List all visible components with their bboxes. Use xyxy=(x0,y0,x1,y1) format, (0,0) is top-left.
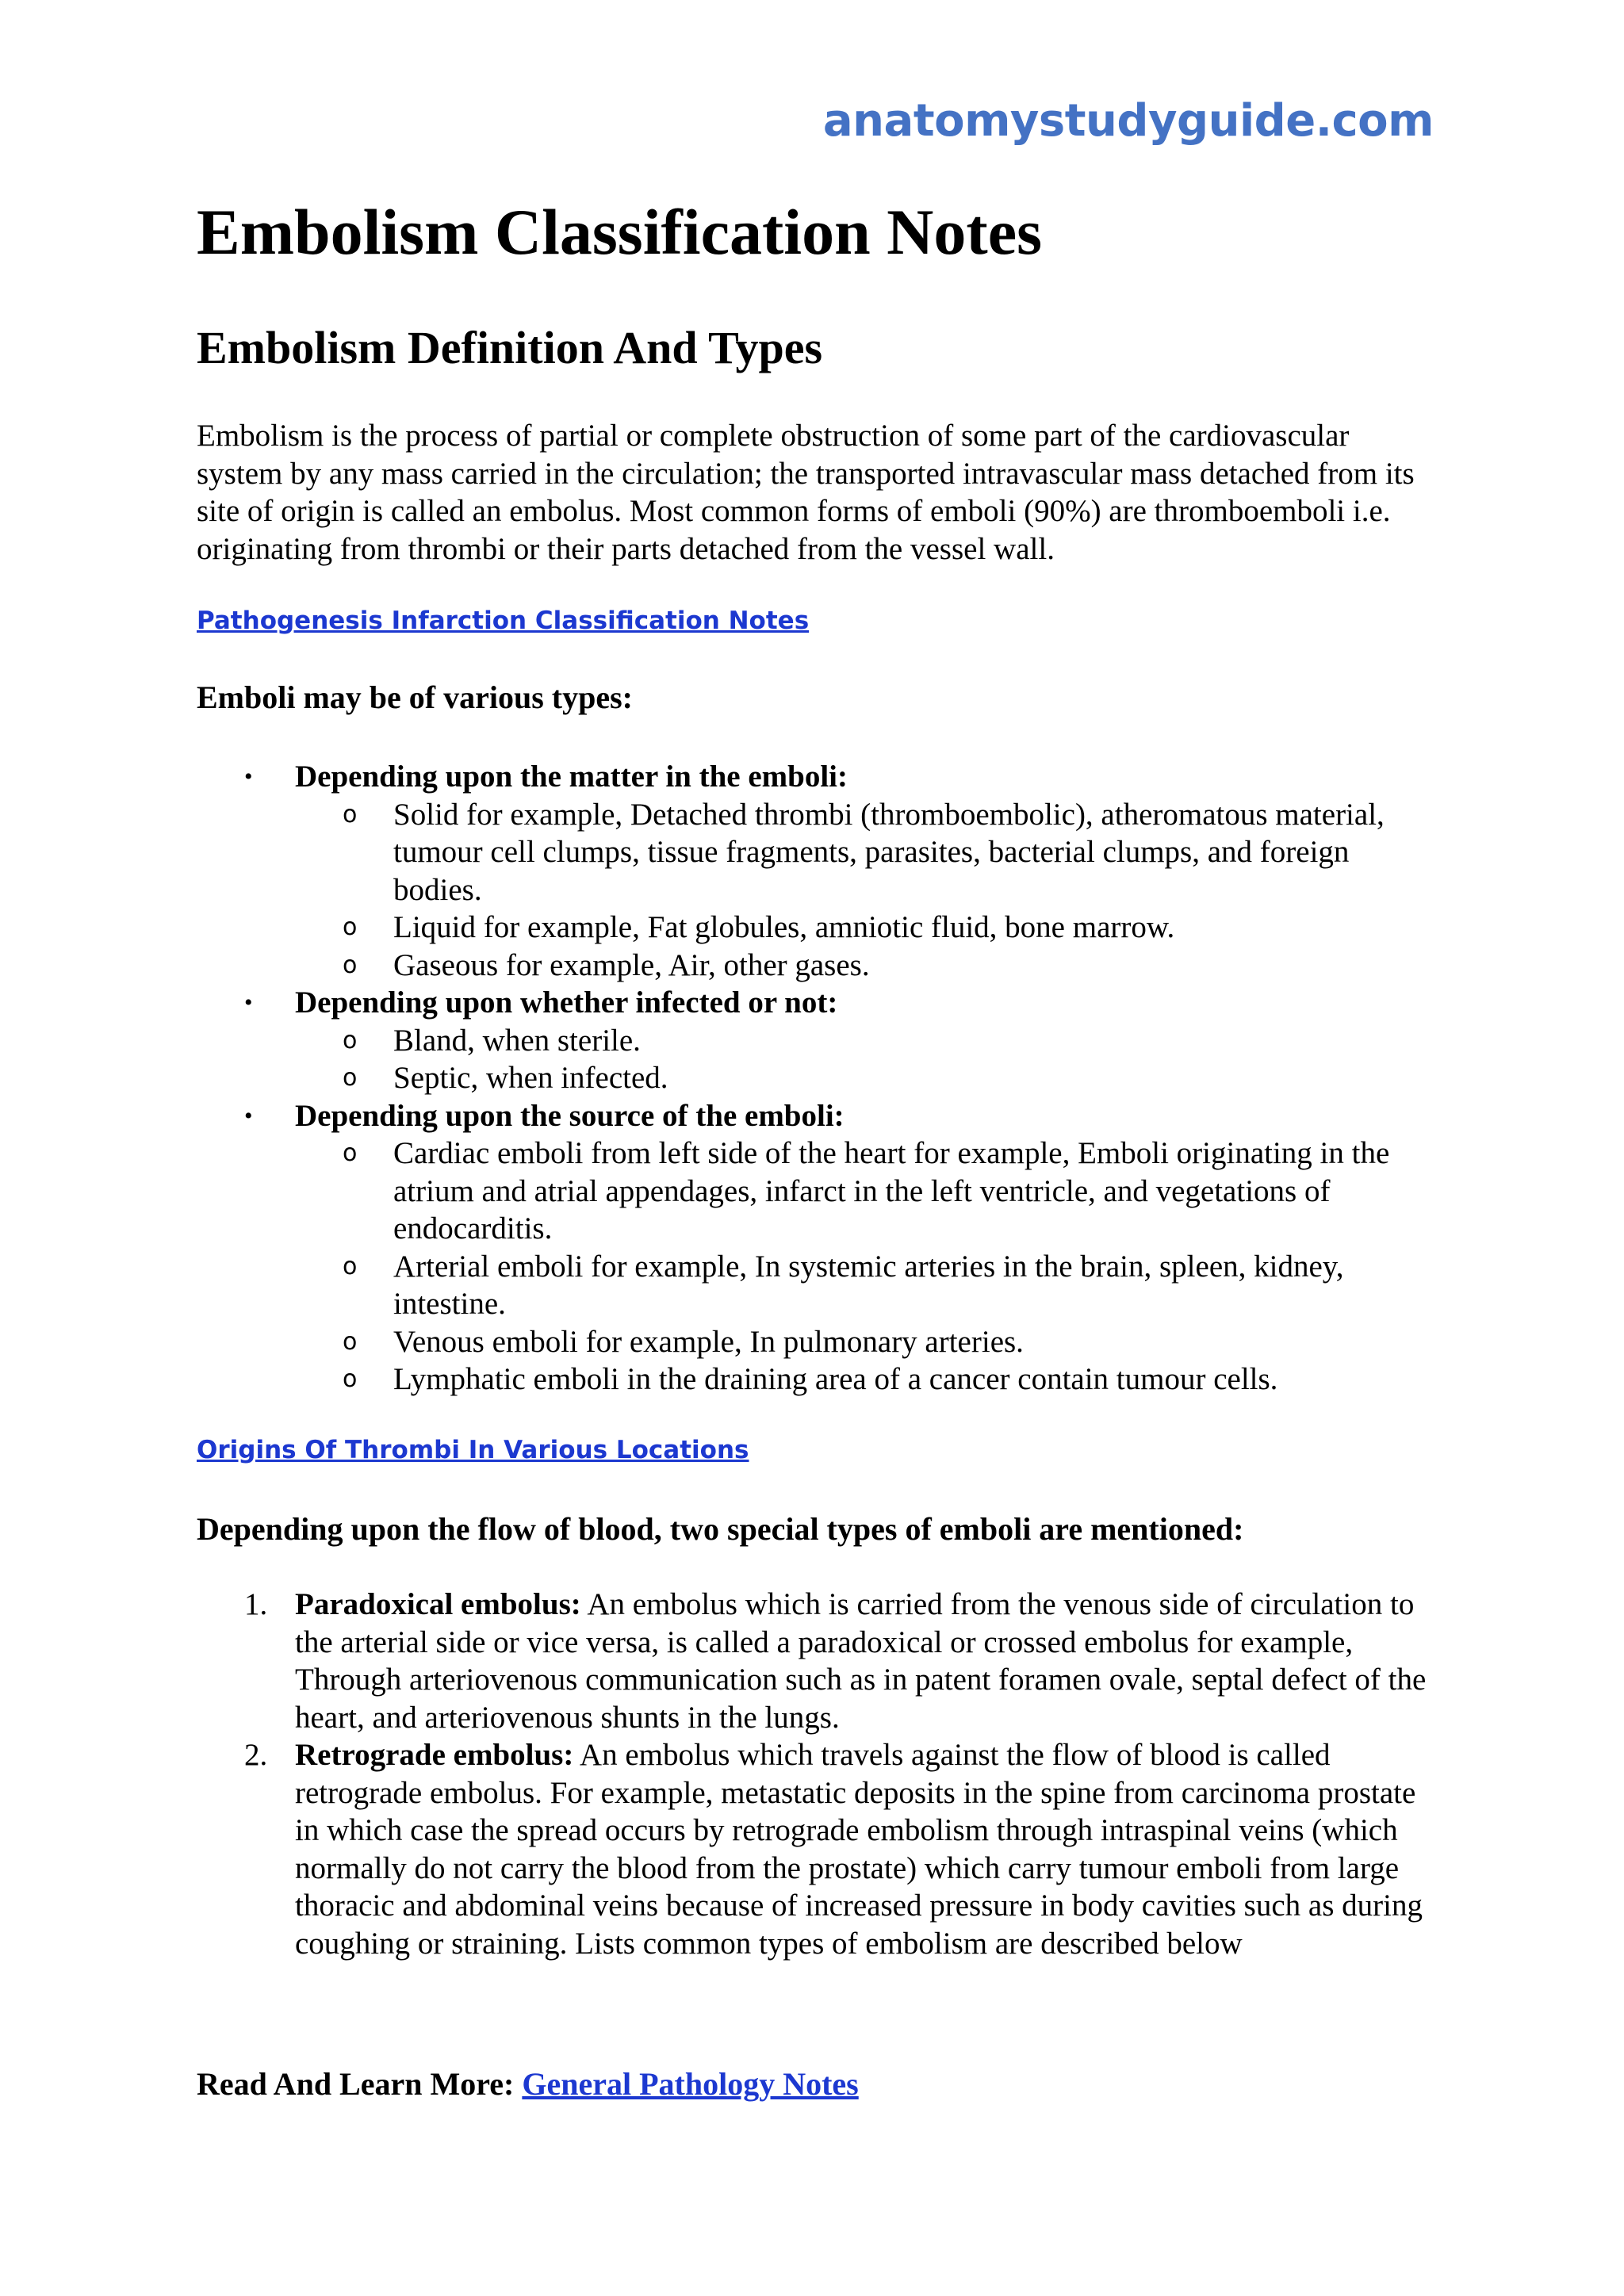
special-type-paradoxical xyxy=(197,1586,1434,1736)
circle-bullet-icon: o xyxy=(343,1365,358,1393)
list-item xyxy=(295,1135,1434,1248)
list-item xyxy=(295,947,1434,985)
types-heading: Emboli may be of various types: xyxy=(197,679,633,715)
term: Paradoxical embolus: xyxy=(295,1587,581,1621)
list-item-text: Solid for example, Detached thrombi (thromboembolic), atheromatous material, tumour cell clumps, tissue fragments, parasites, bacterial clumps, and foreign bodies. xyxy=(393,797,1385,907)
circle-bullet-icon: o xyxy=(343,951,358,979)
definition: An embolus which is carried from the venous side of circulation to the arterial side or vice versa, is called a paradoxical or crossed embolus for example, Through arteriovenous communication such as in patent foramen ovale, septal defect of the heart, and arteriovenous shunts in the lungs. xyxy=(295,1587,1427,1735)
list-item xyxy=(295,796,1434,909)
bullet-icon: • xyxy=(244,763,253,790)
sub-list xyxy=(295,1135,1434,1399)
list-item xyxy=(295,1022,1434,1060)
origins-of-thrombi-link[interactable]: Origins Of Thrombi In Various Locations xyxy=(197,1436,749,1464)
special-types-list xyxy=(197,1586,1434,1962)
list-item xyxy=(295,1323,1434,1361)
general-pathology-link[interactable]: General Pathology Notes xyxy=(522,2066,859,2102)
read-more xyxy=(197,2068,859,2100)
list-item-text: Gaseous for example, Air, other gases. xyxy=(393,947,870,982)
list-item-text: Bland, when sterile. xyxy=(393,1023,641,1058)
bullet-icon: • xyxy=(244,989,253,1016)
circle-bullet-icon: o xyxy=(343,1139,358,1167)
sub-list xyxy=(295,796,1434,985)
list-item-text: Lymphatic emboli in the draining area of a cancer contain tumour cells. xyxy=(393,1362,1278,1396)
circle-bullet-icon: o xyxy=(343,1252,358,1280)
type-category-matter xyxy=(197,758,1434,984)
list-item-text: Cardiac emboli from left side of the heart for example, Emboli originating in the atrium and atrial appendages, infarct in the left ventricle, and vegetations of endocarditis. xyxy=(393,1136,1390,1246)
term: Retrograde embolus: xyxy=(295,1738,574,1772)
list-item-text: Arterial emboli for example, In systemic arteries in the brain, spleen, kidney, intestine. xyxy=(393,1249,1344,1321)
list-item xyxy=(295,1059,1434,1097)
list-number: 1. xyxy=(244,1587,268,1621)
list-item xyxy=(295,1248,1434,1323)
definition: An embolus which travels against the flow of blood is called retrograde embolus. For example, metastatic deposits in the spine from carcinoma prostate in which case the spread occurs by retrograde embolism through intraspinal veins (which normally do not carry the blood from the prostate) which carry tumour emboli from large thoracic and abdominal veins because of increased pressure in body cavities such as during coughing or straining. Lists common types of embolism are described below xyxy=(295,1738,1423,1961)
special-type-retrograde xyxy=(197,1736,1434,1962)
list-item-text: Septic, when infected. xyxy=(393,1061,668,1095)
category-title: Depending upon whether infected or not: xyxy=(295,985,838,1020)
list-item xyxy=(295,1360,1434,1399)
section-heading: Embolism Definition And Types xyxy=(197,322,823,373)
sub-list xyxy=(295,1022,1434,1097)
pathogenesis-infarction-link[interactable]: Pathogenesis Infarction Classification Notes xyxy=(197,607,810,635)
read-more-label: Read And Learn More: xyxy=(197,2066,523,2102)
type-category-infection xyxy=(197,984,1434,1097)
list-number: 2. xyxy=(244,1738,268,1772)
bullet-icon: • xyxy=(244,1102,253,1129)
types-list xyxy=(197,758,1434,1399)
circle-bullet-icon: o xyxy=(343,1026,358,1054)
list-item-text: Liquid for example, Fat globules, amniotic fluid, bone marrow. xyxy=(393,910,1175,944)
type-category-source xyxy=(197,1097,1434,1399)
category-title: Depending upon the source of the emboli: xyxy=(295,1098,845,1133)
page-title: Embolism Classification Notes xyxy=(197,196,1042,268)
intro-paragraph: Embolism is the process of partial or complete obstruction of some part of the cardiovascular system by any mass carried in the circulation; the transported intravascular mass detached from its site of origin is called an embolus. Most common forms of emboli (90%) are thromboemboli i.e. originating from thrombi or their parts detached from the vessel wall. xyxy=(197,419,1415,566)
circle-bullet-icon: o xyxy=(343,1064,358,1092)
list-item-text: Venous emboli for example, In pulmonary arteries. xyxy=(393,1324,1024,1359)
circle-bullet-icon: o xyxy=(343,913,358,941)
list-item xyxy=(295,909,1434,947)
circle-bullet-icon: o xyxy=(343,800,358,828)
site-logo-text[interactable]: anatomystudyguide.com xyxy=(822,95,1434,147)
circle-bullet-icon: o xyxy=(343,1327,358,1356)
category-title: Depending upon the matter in the emboli: xyxy=(295,760,848,794)
flow-heading: Depending upon the flow of blood, two special types of emboli are mentioned: xyxy=(197,1511,1244,1547)
